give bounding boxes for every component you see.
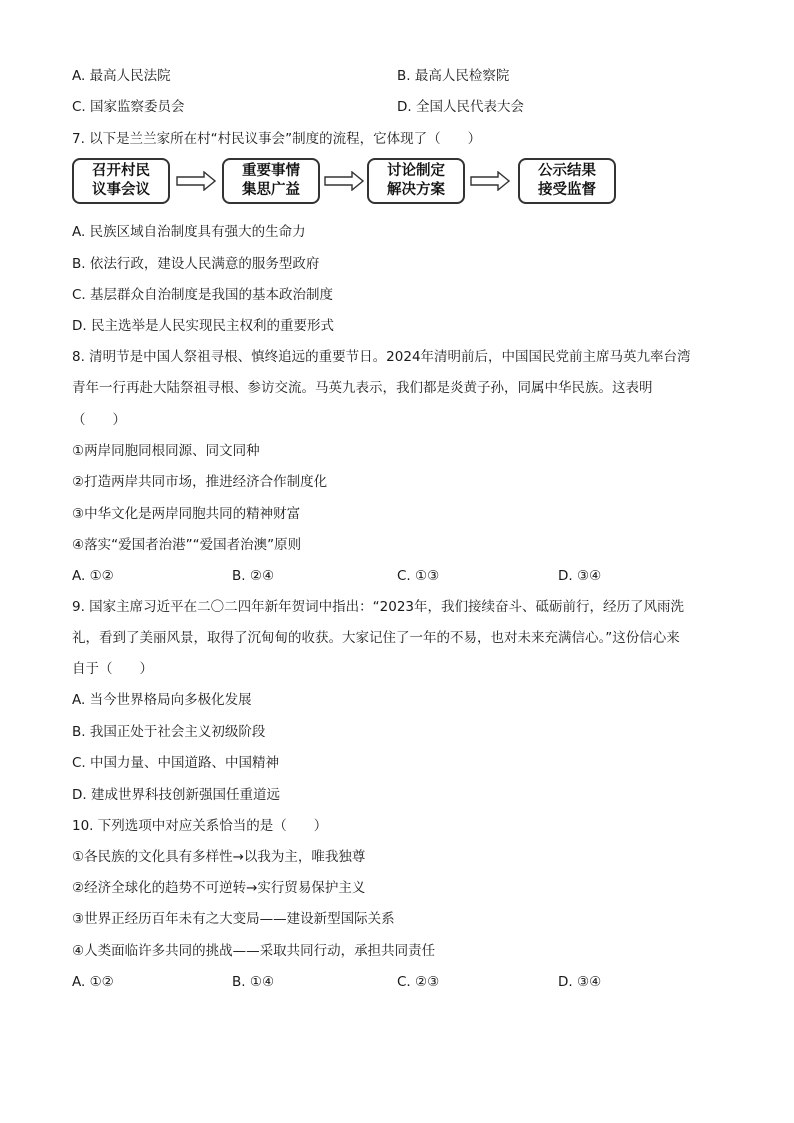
q8-stem-line3: （ ） [72,412,126,428]
q7-option-c[interactable]: C. 基层群众自治制度是我国的基本政治制度 [72,287,334,303]
q8-item-2: ②打造两岸共同市场，推进经济合作制度化 [72,474,328,490]
q8-option-d[interactable]: D. ③④ [558,568,602,584]
q6-option-c[interactable]: C. 国家监察委员会 [72,99,185,115]
flow-step-3-line2: 解决方案 [387,182,445,198]
q7-flowchart [72,158,632,210]
q10-item-3: ③世界正经历百年未有之大变局——建设新型国际关系 [72,911,395,927]
q9-option-c[interactable]: C. 中国力量、中国道路、中国精神 [72,755,280,771]
q9-option-d[interactable]: D. 建成世界科技创新强国任重道远 [72,787,280,803]
q6-option-a[interactable]: A. 最高人民法院 [72,68,171,84]
flow-step-3-line1: 讨论制定 [387,163,445,179]
flow-step-4 [518,158,616,204]
q10-option-b[interactable]: B. ①④ [232,974,275,990]
q9-stem-line2: 礼，看到了美丽风景，取得了沉甸甸的收获。大家记住了一年的不易，也对未来充满信心。”这份信心来 [72,630,680,646]
flow-step-2-line2: 集思广益 [242,182,300,198]
flow-step-2 [222,158,320,204]
q8-item-3: ③中华文化是两岸同胞共同的精神财富 [72,506,301,522]
arrow-right-icon [176,171,216,191]
flow-step-1 [72,158,170,204]
q10-option-a[interactable]: A. ①② [72,974,114,990]
q10-option-c[interactable]: C. ②③ [397,974,440,990]
q10-item-4: ④人类面临许多共同的挑战——采取共同行动，承担共同责任 [72,943,436,959]
q8-option-c[interactable]: C. ①③ [397,568,440,584]
flow-step-2-line1: 重要事情 [242,163,300,179]
q9-option-b[interactable]: B. 我国正处于社会主义初级阶段 [72,724,266,740]
q7-option-d[interactable]: D. 民主选举是人民实现民主权利的重要形式 [72,318,334,334]
q8-item-1: ①两岸同胞同根同源、同文同种 [72,443,260,459]
q9-option-a[interactable]: A. 当今世界格局向多极化发展 [72,692,252,708]
q9-stem-line1: 9. 国家主席习近平在二〇二四年新年贺词中指出：“2023年，我们接续奋斗、砥砺前行，经历了风雨洗 [72,599,685,615]
q6-option-d[interactable]: D. 全国人民代表大会 [397,99,524,115]
flow-step-3 [367,158,465,204]
q7-stem: 7. 以下是兰兰家所在村“村民议事会”制度的流程，它体现了（ ） [72,131,482,147]
q7-option-a[interactable]: A. 民族区域自治制度具有强大的生命力 [72,224,306,240]
q9-stem-line3: 自于（ ） [72,661,153,677]
arrow-right-icon [470,171,510,191]
q8-option-a[interactable]: A. ①② [72,568,114,584]
q10-option-d[interactable]: D. ③④ [558,974,602,990]
flow-step-4-line1: 公示结果 [538,163,596,179]
arrow-right-icon [324,171,364,191]
flow-step-1-line1: 召开村民 [92,163,150,179]
q8-stem-line2: 青年一行再赴大陆祭祖寻根、参访交流。马英九表示，我们都是炎黄子孙，同属中华民族。这表明 [72,380,653,396]
q8-stem-line1: 8. 清明节是中国人祭祖寻根、慎终追远的重要节日。2024年清明前后，中国国民党前主席马英九率台湾 [72,349,691,365]
flow-step-4-line2: 接受监督 [538,182,596,198]
q8-option-b[interactable]: B. ②④ [232,568,275,584]
q10-item-2: ②经济全球化的趋势不可逆转→实行贸易保护主义 [72,880,366,896]
flow-step-1-line2: 议事会议 [92,182,150,198]
q7-option-b[interactable]: B. 依法行政，建设人民满意的服务型政府 [72,256,320,272]
q10-item-1: ①各民族的文化具有多样性→以我为主，唯我独尊 [72,849,366,865]
q6-option-b[interactable]: B. 最高人民检察院 [397,68,510,84]
q8-item-4: ④落实“爱国者治港”“爱国者治澳”原则 [72,537,302,553]
q10-stem: 10. 下列选项中对应关系恰当的是（ ） [72,818,328,834]
